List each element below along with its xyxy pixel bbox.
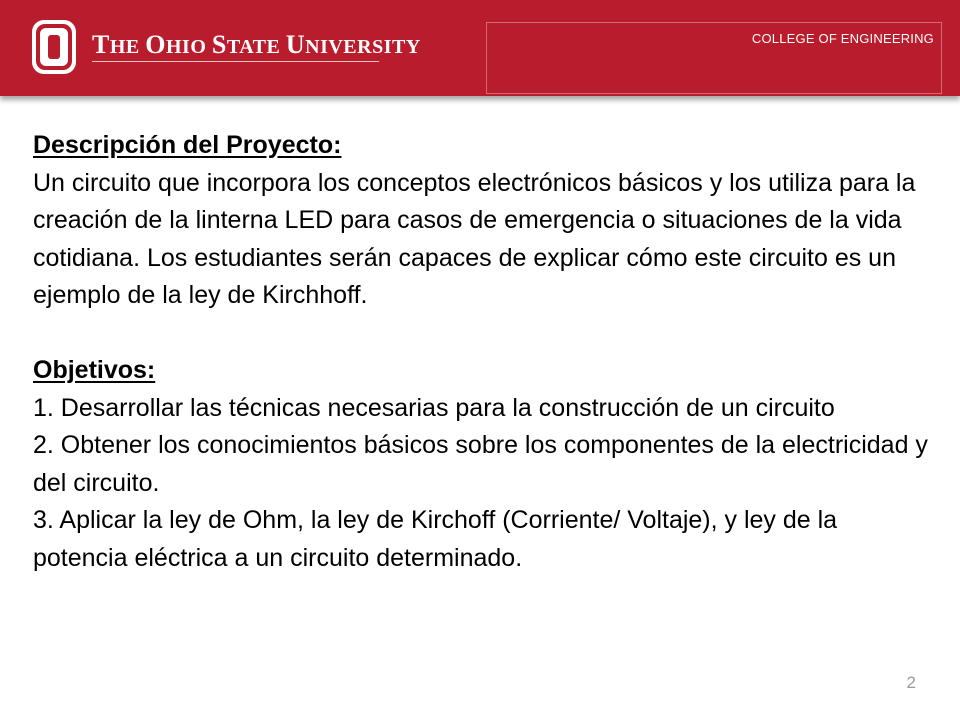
description-text: Un circuito que incorpora los conceptos electrónicos básicos y los utiliza para la creación de la linterna LED para casos de emergencia o situaciones de la vida cotidiana. Los estudiantes serán capaces de explicar cómo este circuito es un ejemplo de la ley de Kirchhoff. (33, 168, 916, 309)
header-banner (0, 0, 960, 96)
block-o-logo-icon (30, 18, 78, 76)
objective-item-2: 2. Obtener los conocimientos básicos sobre los componentes de la electricidad y del circuito. (33, 431, 928, 497)
slide-content (33, 127, 938, 577)
college-name: COLLEGE OF ENGINEERING (751, 31, 934, 46)
university-underline-divider (92, 61, 379, 62)
objective-item-1: 1. Desarrollar las técnicas necesarias para la construcción de un circuito (33, 393, 835, 422)
description-heading: Descripción del Proyecto: (33, 131, 342, 159)
objective-item-3: 3. Aplicar la ley de Ohm, la ley de Kirchoff (Corriente/ Voltaje), y ley de la potencia eléctrica a un circuito determinado. (33, 506, 838, 572)
objectives-heading: Objetivos: (33, 356, 156, 384)
page-number: 2 (906, 673, 916, 692)
section-spacer (33, 315, 938, 353)
university-name: THE OHIO STATE UNIVERSITY (92, 30, 421, 59)
